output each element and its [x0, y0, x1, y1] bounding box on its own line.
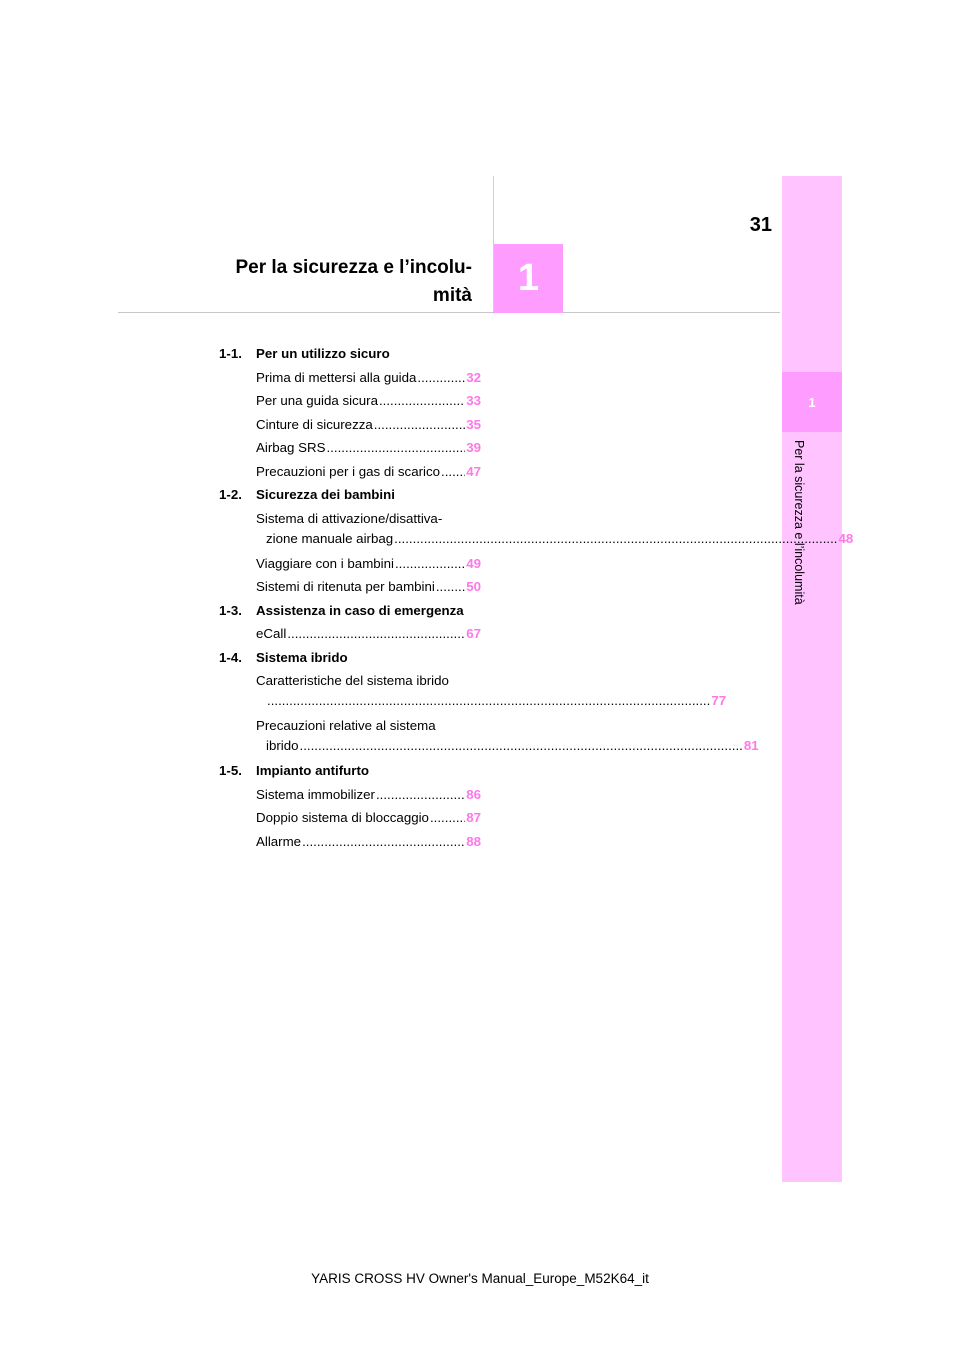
entry-title: Sistema di attivazione/disattiva- — [256, 510, 443, 526]
section-number: 1-3. — [219, 602, 242, 618]
page-link[interactable]: 49 — [466, 555, 481, 571]
toc-entry[interactable] — [219, 391, 481, 415]
footer-text: YARIS CROSS HV Owner's Manual_Europe_M52K64_it — [311, 1271, 649, 1286]
toc-section — [219, 648, 481, 672]
section-number: 1-1. — [219, 346, 242, 361]
toc-entry[interactable] — [219, 509, 854, 554]
entry-title: Doppio sistema di bloccaggio — [256, 810, 429, 825]
entry-title: eCall — [256, 626, 287, 641]
toc-entry[interactable] — [219, 415, 481, 439]
entry-title: Precauzioni relative al sistema — [256, 718, 436, 733]
page-link[interactable]: 88 — [466, 833, 481, 849]
toc-entry[interactable] — [219, 577, 481, 601]
page-link[interactable]: 86 — [466, 786, 481, 802]
side-tab-label: Per la sicurezza e l’incolumità — [792, 440, 806, 605]
section-title: Sistema ibrido — [256, 649, 348, 665]
page-link[interactable]: 33 — [466, 393, 481, 408]
entry-title: Caratteristiche del sistema ibrido — [256, 673, 449, 688]
toc-section — [219, 344, 481, 368]
toc-entry[interactable] — [219, 462, 481, 486]
header-rule — [118, 312, 780, 313]
entry-title: Per una guida sicura — [256, 393, 378, 408]
section-number: 1-4. — [219, 649, 242, 665]
page-number: 31 — [749, 214, 772, 236]
page-link[interactable]: 50 — [466, 579, 481, 594]
entry-title: Allarme — [256, 833, 302, 849]
toc-entry[interactable] — [219, 808, 481, 832]
section-number: 1-5. — [219, 763, 242, 778]
toc-entry[interactable] — [219, 368, 481, 392]
side-tab-number[interactable]: 1 — [782, 372, 842, 432]
chapter-title-line2: mità — [432, 285, 472, 306]
entry-title: Viaggiare con i bambini — [256, 555, 394, 571]
entry-title: Sistemi di ritenuta per bambini — [256, 579, 435, 594]
toc-entry[interactable] — [219, 832, 481, 856]
section-title: Per un utilizzo sicuro — [256, 346, 390, 361]
chapter-number-box: 1 — [494, 244, 563, 313]
entry-title-cont: zione manuale airbag — [266, 530, 394, 546]
section-title: Assistenza in caso di emergenza — [256, 602, 464, 618]
page-link[interactable]: 77 — [711, 693, 727, 708]
section-number: 1-2. — [219, 487, 242, 502]
toc-section — [219, 761, 481, 785]
toc-entry[interactable] — [219, 716, 759, 761]
entry-title: Precauzioni per i gas di scarico — [256, 463, 441, 479]
toc-entry[interactable] — [219, 554, 481, 578]
chapter-title — [200, 254, 472, 310]
page-link[interactable]: 39 — [466, 440, 481, 455]
entry-title: Sistema immobilizer — [256, 786, 375, 802]
page-link[interactable]: 47 — [466, 463, 481, 479]
entry-title: Cinture di sicurezza — [256, 416, 373, 432]
entry-title: Prima di mettersi alla guida — [256, 369, 417, 385]
toc-entry[interactable] — [219, 624, 481, 648]
chapter-title-line1: Per la sicurezza e l’incolu- — [235, 257, 472, 278]
entry-title-cont: ibrido — [266, 738, 299, 753]
page-link[interactable]: 48 — [838, 530, 854, 546]
toc-entry[interactable] — [219, 671, 727, 716]
page-link[interactable]: 87 — [466, 810, 481, 825]
toc-section — [219, 601, 481, 625]
section-title: Sicurezza dei bambini — [256, 487, 395, 502]
toc-entry[interactable] — [219, 438, 481, 462]
page-link[interactable]: 67 — [466, 626, 481, 641]
page-link[interactable]: 81 — [743, 738, 759, 753]
page-link[interactable]: 35 — [466, 416, 481, 432]
toc-section — [219, 485, 481, 509]
page-link[interactable]: 32 — [466, 369, 481, 385]
entry-title: Airbag SRS — [256, 440, 326, 455]
toc-entry[interactable] — [219, 785, 481, 809]
section-title: Impianto antifurto — [256, 763, 370, 778]
